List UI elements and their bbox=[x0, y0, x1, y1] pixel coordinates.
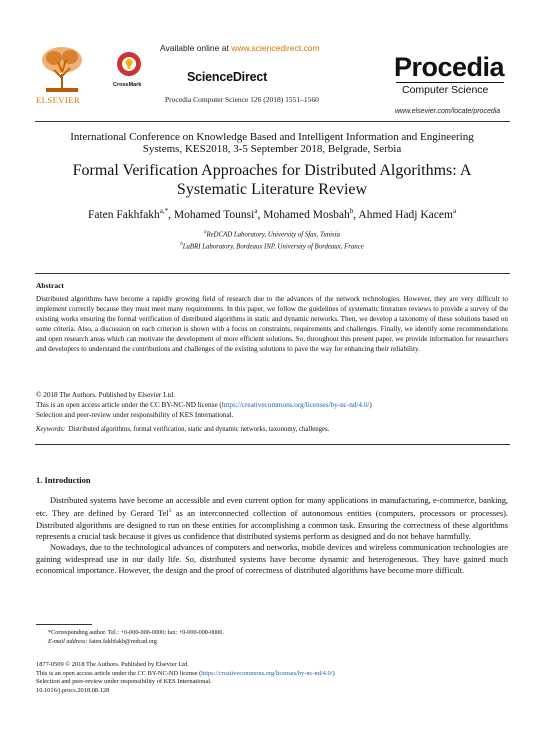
procedia-wordmark: Procedia bbox=[394, 52, 505, 82]
paper-title: Formal Verification Approaches for Distributed Algorithms: A Systematic Literature Review bbox=[72, 162, 472, 198]
author: Mohamed Tounsi$^a$, bbox=[173, 207, 264, 221]
abstract-bottom-rule bbox=[35, 444, 510, 445]
keywords-label: Keywords: bbox=[36, 426, 66, 433]
crossmark-icon bbox=[113, 50, 145, 86]
abstract-heading: Abstract bbox=[36, 281, 64, 290]
intro-body bbox=[36, 495, 508, 577]
paragraph: Distributed systems have become an accessible and even current option for many applications in manufacturing, e-commerce, banking, etc. They are defined by Gerard Tel$^1$ as an interconnected collection of autonomous entities (computers, processors or processes). Distributed algorithms are designed to run on these entities for accomplishing a common task. Ensuring the correctness of these algorithms represents a crucial task because it gives us confidence that distributed systems perform as designed and do not behave harmfully. bbox=[36, 496, 508, 542]
crossmark-logo[interactable] bbox=[113, 50, 145, 86]
footnote: *Corresponding author. Tel.: +0-000-000-0000; fax: +0-000-000-0000. E-mail address: faten.fakhfakh@redcad.org bbox=[48, 629, 224, 645]
paragraph: Nowadays, due to the technological advances of computers and networks, mobile devices and wireless communication technologies are gaining widespread use in our daily life. So, distributed systems have become dynamic and heterogeneous. They have gained much economical importance. However, the design and the proof of correctness of distributed algorithms have become more difficult. bbox=[36, 543, 508, 576]
affiliation-b: $^b$LaBRI Laboratory, Bordeaux INP, University of Bordeaux, France bbox=[180, 242, 364, 251]
sciencedirect-link[interactable]: www.sciencedirect.com bbox=[231, 43, 320, 53]
author: Ahmed Hadj Kacem$^a$ bbox=[358, 207, 457, 221]
keywords: Keywords: Distributed algorithms, formal verification, static and dynamic networks, taxonomy, challenges. bbox=[36, 426, 330, 433]
crossmark-label: CrossMark bbox=[113, 82, 142, 88]
header-divider bbox=[35, 121, 510, 122]
email[interactable]: faten.fakhfakh@redcad.org bbox=[89, 638, 157, 645]
conference-info: International Conference on Knowledge Based and Intelligent Information and Engineering Systems, KES2018, 3-5 September 2018, Belgrade, Serbia bbox=[70, 131, 474, 155]
footer-license-link[interactable]: https://creativecommons.org/licenses/by-nc-nd/4.0/ bbox=[201, 669, 333, 677]
doi[interactable]: 10.1016/j.procs.2018.08.128 bbox=[36, 686, 110, 694]
author: Faten Fakhfakh$^{a,*}$, bbox=[87, 207, 174, 221]
license-link[interactable]: https://creativecommons.org/licenses/by-nc-nd/4.0/ bbox=[221, 401, 370, 409]
elsevier-wordmark: ELSEVIER bbox=[36, 95, 81, 105]
section-heading: 1. Introduction bbox=[36, 475, 91, 485]
sciencedirect-wordmark: ScienceDirect bbox=[187, 70, 268, 84]
affiliations bbox=[30, 228, 514, 253]
author-list bbox=[30, 207, 514, 221]
elsevier-logo bbox=[36, 44, 88, 94]
journal-citation: Procedia Computer Science 126 (2018) 1551–1560 bbox=[165, 95, 319, 104]
procedia-underline bbox=[396, 82, 504, 83]
available-online: Available online at www.sciencedirect.com bbox=[160, 43, 320, 53]
footnote-rule bbox=[36, 624, 92, 625]
affiliation-a: $^a$ReDCAD Laboratory, University of Sfax, Tunisia bbox=[204, 230, 340, 239]
elsevier-tree-icon bbox=[36, 44, 88, 94]
procedia-url[interactable]: www.elsevier.com/locate/procedia bbox=[395, 108, 501, 115]
abstract-text: Distributed algorithms have become a rapidly growing field of research due to the advances of the network technologies. However, they are very difficult to implement correctly because they must meet many requirements. In this paper, we follow the guidelines of systematic literature reviews to provide a survey of the existing works ensuring the formal verification of distributed algorithms in static and dynamic networks. Then, we develop a taxonomy of these solutions based on some criteria. Also, a discussion on each criterion is shown with a focus on constraints, requirements and challenges. Finally, we identify some recommendations and open research areas which can motivate the development of more efficient solutions. So, throughout this present paper, we provide information for researchers and developers to understand the contributions and challenges of the existing solutions to pave the way for enhancing their reliability. bbox=[36, 295, 508, 353]
author: Mohamed Mosbah$^b$, bbox=[263, 207, 359, 221]
abstract-copyright: © 2018 The Authors. Published by Elsevier Ltd. This is an open access article under the CC BY-NC-ND license (https://creativecommons.org/licenses/by-nc-nd/4.0/) Selection and peer-review under responsibility of KES International. bbox=[36, 391, 372, 419]
procedia-subtitle: Computer Science bbox=[402, 84, 489, 96]
abstract-top-rule bbox=[35, 273, 510, 274]
page-footer: 1877-0509 © 2018 The Authors. Published by Elsevier Ltd. This is an open access article under the CC BY-NC-ND license (https://creativecommons.org/licenses/by-nc-nd/4.0/) Selection and peer-review under responsibility of KES International. 10.1016/j.procs.2018.08.128 bbox=[36, 661, 508, 695]
